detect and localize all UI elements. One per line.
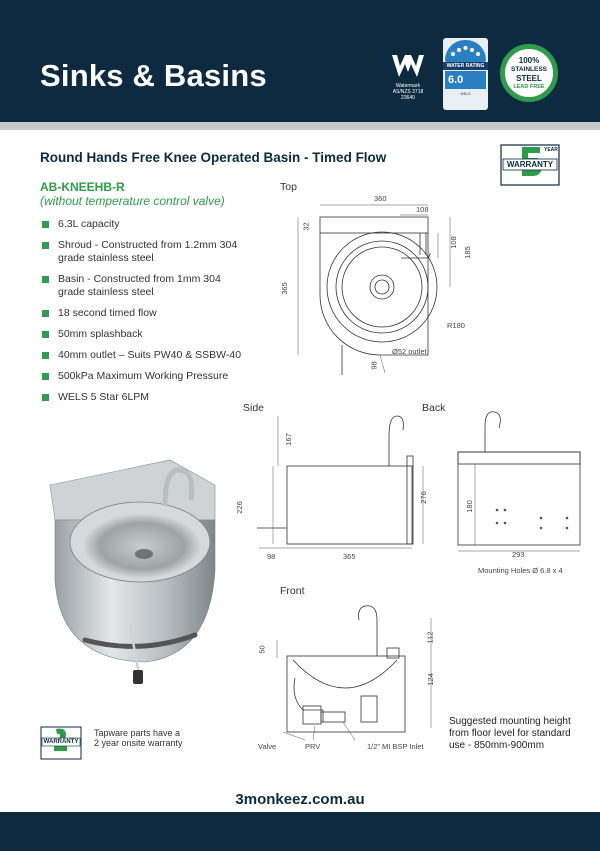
dim-front-124: 124 <box>425 673 435 686</box>
product-subcode: (without temperature control valve) <box>40 194 225 208</box>
bullet-square-icon <box>42 242 49 249</box>
mounting-height-note: Suggested mounting height from floor level for standard use - 850mm-900mm <box>449 716 571 751</box>
warranty-5-unit: YEAR <box>544 147 558 153</box>
front-view-label: Front <box>280 585 305 597</box>
watermark-logo-icon <box>391 54 425 78</box>
lead-free-steel-badge <box>500 44 558 102</box>
page-title: Sinks & Basins <box>40 58 267 93</box>
callout-valve: Valve <box>258 742 277 751</box>
top-view-label: Top <box>280 181 297 193</box>
back-view-drawing <box>455 408 595 558</box>
dim-top-365: 365 <box>279 282 289 295</box>
wels-footer: WELS <box>460 92 471 96</box>
bullet-square-icon <box>42 310 49 317</box>
steel-badge-line-2: STAINLESS <box>511 66 547 73</box>
footer-bar <box>0 812 600 851</box>
dim-top-108: 108 <box>416 205 429 214</box>
dim-front-112: 112 <box>425 631 435 644</box>
steel-badge-line-3: STEEL <box>516 74 542 83</box>
dim-back-293: 293 <box>512 550 525 559</box>
dim-top-r180: R180 <box>447 321 465 330</box>
steel-badge-line-1: 100% <box>518 56 540 65</box>
dim-side-276: 276 <box>418 491 428 504</box>
bullet-square-icon <box>42 221 49 228</box>
dim-side-365: 365 <box>343 552 356 561</box>
watermark-badge <box>387 54 429 101</box>
dim-back-180: 180 <box>464 500 474 513</box>
feature-item: 500kPa Maximum Working Pressure <box>40 370 270 383</box>
bullet-square-icon <box>42 373 49 380</box>
dim-top-32: 32 <box>301 222 311 231</box>
mounting-holes-note: Mounting Holes Ø 6.8 x 4 <box>478 566 563 575</box>
bullet-square-icon <box>42 394 49 401</box>
feature-item: Shroud - Constructed from 1.2mm 304 grade stainless steel <box>40 239 248 265</box>
five-year-warranty-badge <box>500 144 560 186</box>
dim-top-outlet: Ø52 outlet <box>392 347 427 356</box>
callout-prv: PRV <box>305 742 321 751</box>
bullet-square-icon <box>42 352 49 359</box>
dim-front-50: 50 <box>257 645 267 654</box>
feature-item: 40mm outlet – Suits PW40 & SSBW-40 <box>40 349 270 362</box>
feature-item: 50mm splashback <box>40 328 270 341</box>
watermark-line-1: Watermark <box>395 83 421 89</box>
side-view-drawing <box>245 408 425 568</box>
warranty-5-label: WARRANTY <box>506 160 554 169</box>
website-link[interactable]: 3monkeez.com.au <box>235 791 365 808</box>
wels-rating-badge <box>443 38 488 110</box>
dim-side-98: 98 <box>267 552 276 561</box>
bullet-square-icon <box>42 331 49 338</box>
dim-top-98: 98 <box>369 361 379 370</box>
two-year-warranty-badge <box>40 726 82 760</box>
tapware-warranty-text: Tapware parts have a 2 year onsite warranty <box>94 728 183 748</box>
dim-side-226: 226 <box>234 501 244 514</box>
bullet-square-icon <box>42 276 49 283</box>
wels-stars-arc-icon <box>445 40 486 62</box>
wels-label: WATER RATING <box>443 62 488 70</box>
watermark-line-2: AS/NZS 3718 <box>392 89 424 95</box>
feature-item: WELS 5 Star 6LPM <box>40 391 270 404</box>
back-view-label: Back <box>422 402 446 414</box>
side-view-label: Side <box>243 402 265 414</box>
feature-item: Basin - Constructed from 1mm 304 grade stainless steel <box>40 273 248 299</box>
feature-item: 6.3L capacity <box>40 218 270 231</box>
product-code: AB-KNEEHB-R <box>40 180 125 194</box>
product-title: Round Hands Free Knee Operated Basin - Timed Flow <box>40 150 387 165</box>
dim-top-185: 185 <box>462 246 472 259</box>
product-photo <box>45 430 225 690</box>
watermark-line-3: 23640 <box>401 95 415 101</box>
dim-side-167: 167 <box>283 433 293 446</box>
dim-top-108b: 108 <box>448 236 458 249</box>
feature-item: 18 second timed flow <box>40 307 270 320</box>
warranty-2-label: WARRANTY <box>43 738 79 745</box>
front-view-drawing <box>255 598 445 758</box>
feature-list <box>40 218 270 412</box>
header-divider <box>0 122 600 130</box>
dim-top-360: 360 <box>374 194 387 203</box>
wels-stars-value: 6.0 <box>445 71 486 89</box>
callout-inlet: 1/2” MI BSP Inlet <box>367 742 424 751</box>
header-bar <box>0 0 600 122</box>
steel-badge-line-4: LEAD FREE <box>513 84 545 90</box>
